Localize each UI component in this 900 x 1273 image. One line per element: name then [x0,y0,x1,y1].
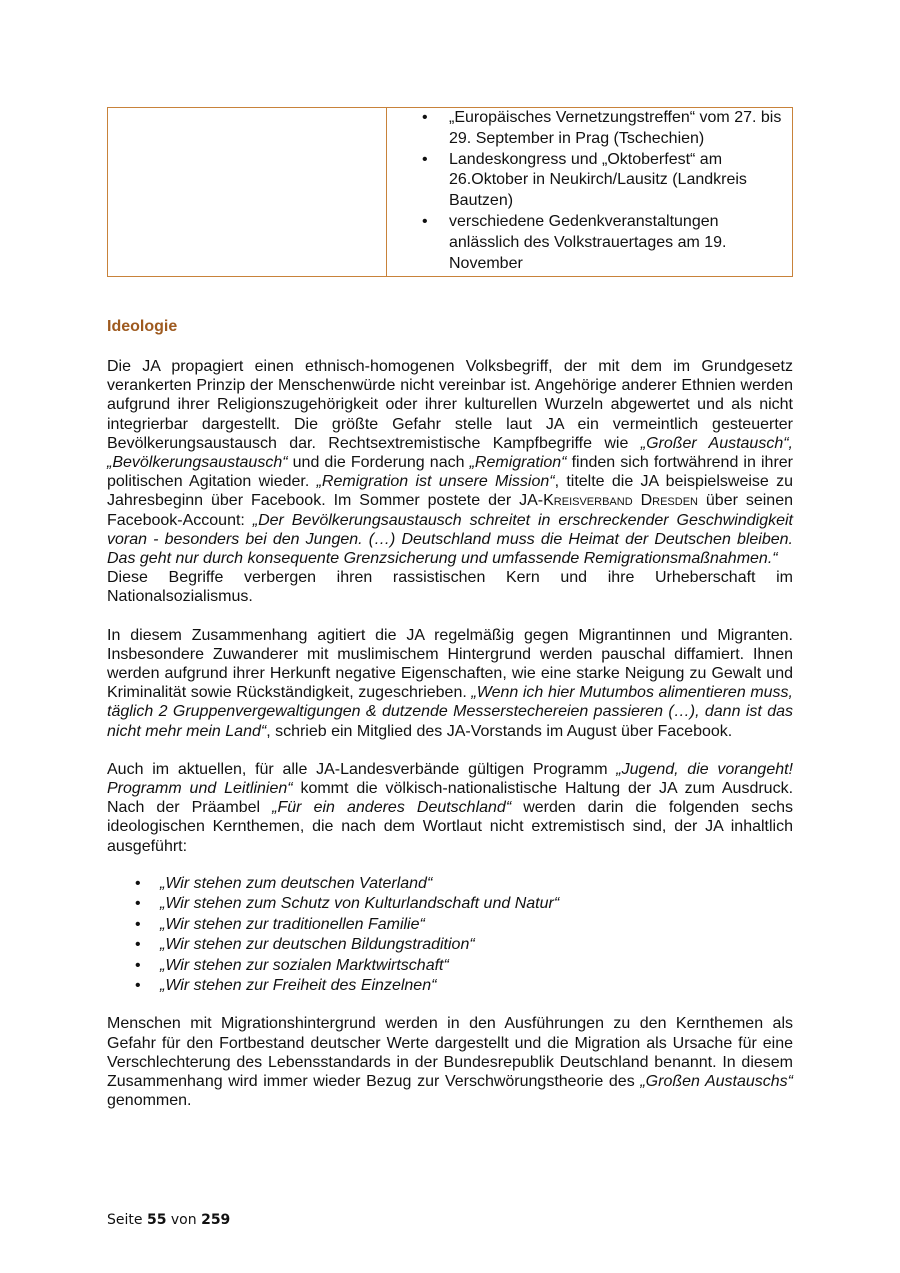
core-themes-list [107,874,793,996]
paragraph-4: Menschen mit Migrationshintergrund werden in den Ausführungen zu den Kernthemen als Gefahr für den Fortbestand deutscher Werte dargestellt und die Migration als Ursache für eine Verschlechterung des Lebensstandards in der Bundesrepublik Deutschland benannt. In diesem Zusammenhang wird immer wieder Bezug zur Verschwörungstheorie des „Großen Austauschs“ genommen. [107,1015,793,1110]
list-item: • „Europäisches Vernetzungstreffen“ vom 27. bis 29. September in Prag (Tschechien) [449,108,792,150]
list-item: • „Wir stehen zur Freiheit des Einzelnen“ [160,976,793,996]
list-item: • „Wir stehen zum Schutz von Kulturlandschaft und Natur“ [160,894,793,914]
page-content [107,107,793,1110]
paragraph-1: Die JA propagiert einen ethnisch-homogenen Volksbegriff, der mit dem im Grundgesetz verankerten Prinzip der Menschenwürde nicht vereinbar ist. Angehörige anderer Ethnien werden aufgrund ihrer Religionszugehörigkeit oder ihrer kulturellen Wurzeln abgewertet und als nicht integrierbar dargestellt. Die größte Gefahr stelle laut JA ein vermeintlich gesteuerter Bevölkerungsaustausch dar. Rechtsextremistische Kampfbegriffe wie „Großer Austausch“, „Bevölkerungsaustausch“ und die Forderung nach „Remigration“ finden sich fortwährend in ihrer politischen Agitation wieder. „Remigration ist unsere Mission“, titelte die JA beispielsweise zu Jahresbeginn über Facebook. Im Sommer postete der JA-Kreisverband Dresden über seinen Facebook-Account: „Der Bevölkerungsaustausch schreitet in erschreckender Geschwindigkeit voran - besonders bei den Jungen. (…) Deutschland muss die Heimat der Deutschen bleiben. Das geht nur durch konsequente Grenzsicherung und umfassende Remigrationsmaßnahmen.“ Diese Begriffe verbergen ihren rassistischen Kern und ihre Urheberschaft im Nationalsozialismus. [107,358,794,606]
list-item: • Landeskongress und „Oktoberfest“ am 26.Oktober in Neukirch/Lausitz (Landkreis Bautzen) [449,150,792,212]
section-heading: Ideologie [107,318,178,335]
events-list [387,108,792,274]
list-item: • „Wir stehen zur sozialen Marktwirtschaft“ [160,956,793,976]
paragraph-2: In diesem Zusammenhang agitiert die JA regelmäßig gegen Migrantinnen und Migranten. Insbesondere Zuwanderer mit muslimischem Hintergrund werden pauschal diffamiert. Ihnen werden aufgrund ihrer Herkunft negative Eigenschaften, wie eine starke Neigung zu Gewalt und Kriminalität sowie Rückständigkeit, zugeschrieben. „Wenn ich hier Mutumbos alimentieren muss, täglich 2 Gruppenvergewaltigungen & dutzende Messerstechereien passieren (…), dann ist das nicht mehr mein Land“, schrieb ein Mitglied des JA-Vorstands im August über Facebook. [107,626,793,740]
events-table-left-cell [108,108,387,277]
page-number-footer: Seite 55 von 259 [107,1212,231,1228]
events-table-right-cell [387,108,793,277]
list-item: • verschiedene Gedenkveranstaltungen anlässlich des Volkstrauertages am 19. November [449,212,792,274]
list-item: • „Wir stehen zur deutschen Bildungstradition“ [160,935,793,955]
list-item: • „Wir stehen zum deutschen Vaterland“ [160,874,793,894]
list-item: • „Wir stehen zur traditionellen Familie“ [160,915,793,935]
paragraph-3: Auch im aktuellen, für alle JA-Landesverbände gültigen Programm „Jugend, die vorangeht! Programm und Leitlinien“ kommt die völkisch-nationalistische Haltung der JA zum Ausdruck. Nach der Präambel „Für ein anderes Deutschland“ werden darin die folgenden sechs ideologischen Kernthemen, die nach dem Wortlaut nicht extremistisch sind, der JA inhaltlich ausgeführt: [107,760,794,855]
events-table [107,107,793,277]
